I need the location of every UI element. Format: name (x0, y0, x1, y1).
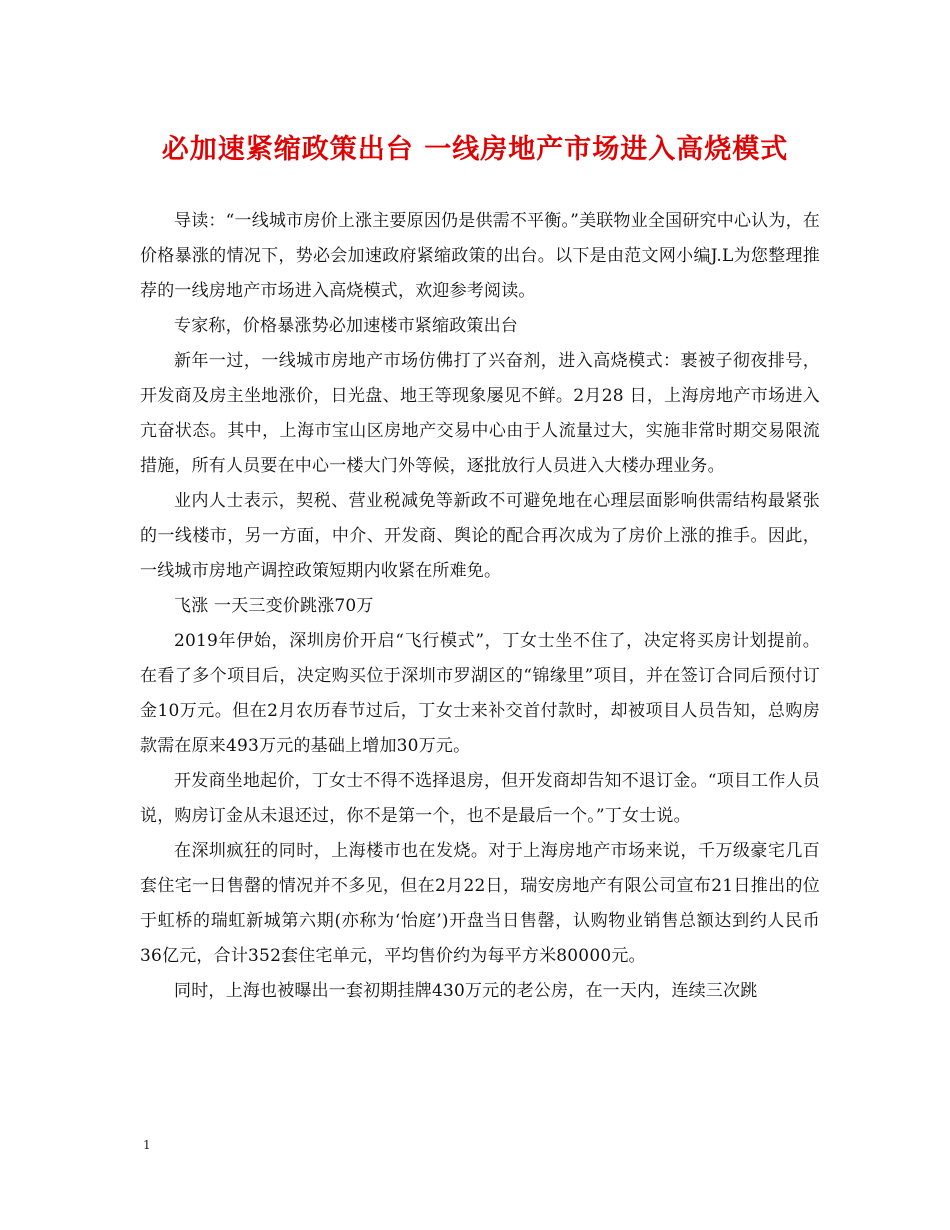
paragraph-new-year: 新年一过，一线城市房地产市场仿佛打了兴奋剂，进入高烧模式：裹被子彻夜排号，开发商及房主坐地涨价，日光盘、地王等现象屡见不鲜。2月28 日，上海房地产市场进入亢奋状态。其中，上海市宝山区房地产交易中心由于人流量过大，实施非常时期交易限流措施，所有人员要在中心一楼大门外等候，逐批放行人员进入大楼办理业务。 (140, 351, 820, 476)
paragraph-shenzhen: 2019年伊始，深圳房价开启“飞行模式”，丁女士坐不住了，决定将买房计划提前。在看了多个项目后，决定购买位于深圳市罗湖区的“锦缘里”项目，并在签订合同后预付订金10万元。但在2月农历春节过后，丁女士来补交首付款时，却被项目人员告知，总购房款需在原来493万元的基础上增加30万元。 (140, 631, 820, 756)
article-body (140, 204, 820, 1009)
paragraph-shanghai: 在深圳疯狂的同时，上海楼市也在发烧。对于上海房地产市场来说，千万级豪宅几百套住宅一日售罄的情况并不多见，但在2月22日，瑞安房地产有限公司宣布21日推出的位于虹桥的瑞虹新城第六期(亦称为‘怡庭’)开盘当日售罄，认购物业销售总额达到约人民币36亿元，合计352套住宅单元，平均售价约为每平方米80000元。 (140, 841, 820, 966)
paragraph-developer: 开发商坐地起价，丁女士不得不选择退房，但开发商却告知不退订金。“项目工作人员说，购房订金从未退还过，你不是第一个，也不是最后一个。”丁女士说。 (140, 771, 820, 826)
page-number: 1 (143, 1138, 151, 1152)
paragraph-old-house: 同时，上海也被曝出一套初期挂牌430万元的老公房，在一天内，连续三次跳 (174, 981, 758, 1001)
paragraph-intro: 导读：“一线城市房价上涨主要原因仍是供需不平衡。”美联物业全国研究中心认为，在价格暴涨的情况下，势必会加速政府紧缩政策的出台。以下是由范文网小编J.L为您整理推荐的一线房地产市场进入高烧模式，欢迎参考阅读。 (140, 211, 820, 301)
paragraph-subheading-surge: 飞涨 一天三变价跳涨70万 (174, 596, 374, 616)
paragraph-industry: 业内人士表示，契税、营业税减免等新政不可避免地在心理层面影响供需结构最紧张的一线楼市，另一方面，中介、开发商、舆论的配合再次成为了房价上涨的推手。因此，一线城市房地产调控政策短期内收紧在所难免。 (140, 491, 820, 581)
paragraph-subheading-experts: 专家称，价格暴涨势必加速楼市紧缩政策出台 (174, 316, 518, 336)
article-title: 必加速紧缩政策出台 一线房地产市场进入高烧模式 (161, 134, 789, 165)
